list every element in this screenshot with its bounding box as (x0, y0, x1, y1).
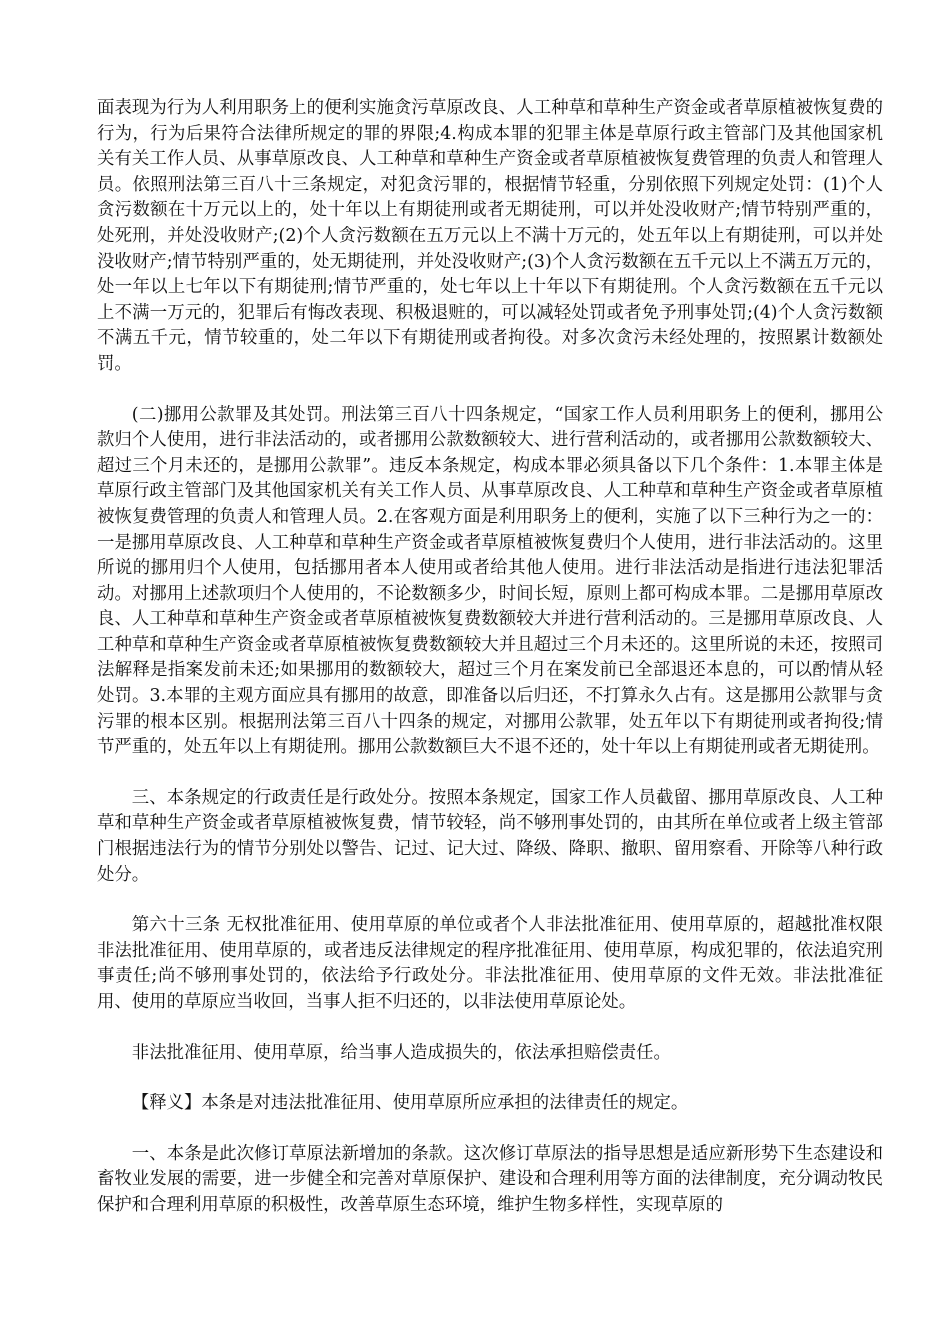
document-body (97, 96, 883, 1244)
paragraph-misappropriation-crime: (二)挪用公款罪及其处罚。刑法第三百八十四条规定，“国家工作人员利用职务上的便利，挪用公款归个人使用，进行非法活动的，或者挪用公款数额较大、进行营利活动的，或者挪用公款数额较大、超过三个月未还的，是挪用公款罪”。违反本条规定，构成本罪必须具备以下几个条件：1.本罪主体是草原行政主管部门及其他国家机关有关工作人员、从事草原改良、人工种草和草种生产资金或者草原植被恢复费管理的负责人和管理人员。2.在客观方面是利用职务上的便利，实施了以下三种行为之一的：一是挪用草原改良、人工种草和草种生产资金或者草原植被恢复费归个人使用，进行非法活动的。这里所说的挪用归个人使用，包括挪用者本人使用或者给其他人使用。进行非法活动是指进行违法犯罪活动。对挪用上述款项归个人使用的，不论数额多少，时间长短，原则上都可构成本罪。二是挪用草原改良、人工种草和草种生产资金或者草原植被恢复费数额较大并进行营利活动的。三是挪用草原改良、人工种草和草种生产资金或者草原植被恢复费数额较大并且超过三个月未还的。这里所说的未还，按照司法解释是指案发前未还;如果挪用的数额较大，超过三个月在案发前已全部退还本息的，可以酌情从轻处罚。3.本罪的主观方面应具有挪用的故意，即准备以后归还，不打算永久占有。这是挪用公款罪与贪污罪的根本区别。根据刑法第三百八十四条的规定，对挪用公款罪，处五年以下有期徒刑或者拘役;情节严重的，处五年以上有期徒刑。挪用公款数额巨大不退不还的，处十年以上有期徒刑或者无期徒刑。 (97, 404, 883, 758)
paragraph-compensation-liability: 非法批准征用、使用草原，给当事人造成损失的，依法承担赔偿责任。 (131, 1042, 671, 1063)
paragraph-continued-embezzlement: 面表现为行为人利用职务上的便利实施贪污草原改良、人工种草和草种生产资金或者草原植被恢复费的行为，行为后果符合法律所规定的罪的界限;4.构成本罪的犯罪主体是草原行政主管部门及其他国家机关有关工作人员、从事草原改良、人工种草和草种生产资金或者草原植被恢复费管理的负责人和管理人员。依照刑法第三百八十三条规定，对犯贪污罪的，根据情节轻重，分别依照下列规定处罚：(1)个人贪污数额在十万元以上的，处十年以上有期徒刑或者无期徒刑，可以并处没收财产;情节特别严重的，处死刑，并处没收财产;(2)个人贪污数额在五万元以上不满十万元的，处五年以上有期徒刑，可以并处没收财产;情节特别严重的，处无期徒刑，并处没收财产;(3)个人贪污数额在五千元以上不满五万元的，处一年以上七年以下有期徒刑;情节严重的，处七年以上十年以下有期徒刑。个人贪污数额在五千元以上不满一万元的，犯罪后有悔改表现、积极退赃的，可以减轻处罚或者免予刑事处罚;(4)个人贪污数额不满五千元，情节较重的，处二年以下有期徒刑或者拘役。对多次贪污未经处理的，按照累计数额处罚。 (97, 98, 883, 374)
paragraph-new-clause: 一、本条是此次修订草原法新增加的条款。这次修订草原法的指导思想是适应新形势下生态建设和畜牧业发展的需要，进一步健全和完善对草原保护、建设和合理利用等方面的法律制度，充分调动牧民保护和合理利用草原的积极性，改善草原生态环境，维护生物多样性，实现草原的 (97, 1143, 883, 1215)
paragraph-article-63: 第六十三条 无权批准征用、使用草原的单位或者个人非法批准征用、使用草原的，超越批准权限非法批准征用、使用草原的，或者违反法律规定的程序批准征用、使用草原，构成犯罪的，依法追究刑事责任;尚不够刑事处罚的，依法给予行政处分。非法批准征用、使用草原的文件无效。非法批准征用、使用的草原应当收回，当事人拒不归还的，以非法使用草原论处。 (97, 915, 883, 1012)
paragraph-interpretation: 【释义】本条是对违法批准征用、使用草原所应承担的法律责任的规定。 (131, 1093, 689, 1114)
paragraph-administrative-responsibility: 三、本条规定的行政责任是行政处分。按照本条规定，国家工作人员截留、挪用草原改良、人工种草和草种生产资金或者草原植被恢复费，情节较轻，尚不够刑事处罚的，由其所在单位或者上级主管部门根据违法行为的情节分别处以警告、记过、记大过、降级、降职、撤职、留用察看、开除等八种行政处分。 (97, 787, 883, 885)
